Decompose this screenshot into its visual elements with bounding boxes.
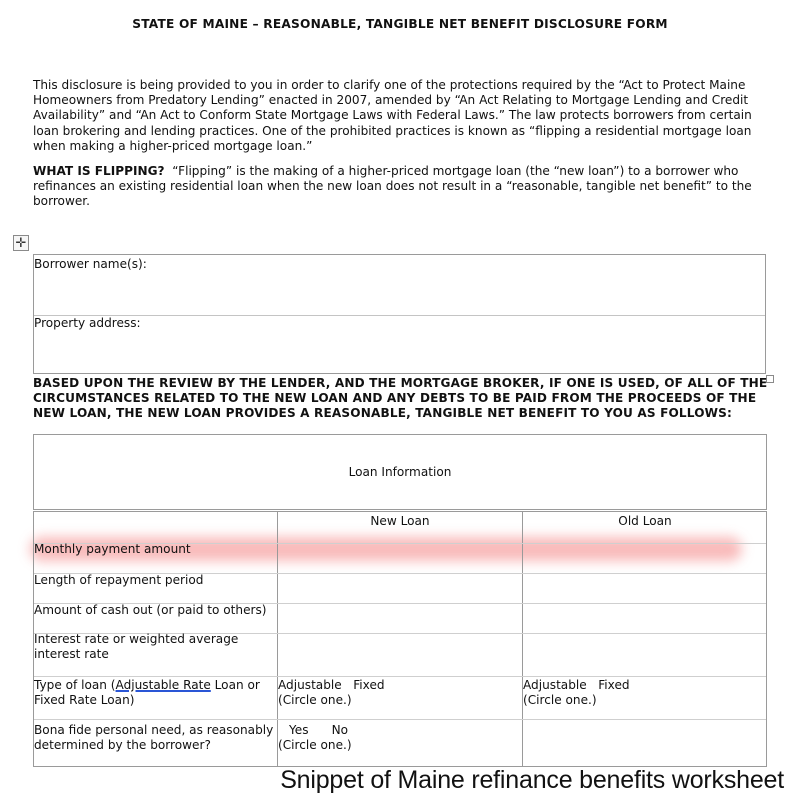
circle-one-text: (Circle one.) (523, 693, 597, 707)
loan-info-header (33, 434, 767, 510)
old-loan-type-options[interactable] (523, 678, 766, 708)
loan-type-suffix: Loan or Fixed Rate Loan) (34, 678, 260, 707)
type-options-text: Adjustable Fixed (278, 678, 385, 692)
loan-type-label (34, 678, 276, 708)
form-title: STATE OF MAINE – REASONABLE, TANGIBLE NET BENEFIT DISCLOSURE FORM (132, 17, 668, 31)
new-loan-type-options[interactable] (278, 678, 521, 708)
new-loan-column-header: New Loan (370, 514, 430, 528)
cash-out-label: Amount of cash out (or paid to others) (34, 603, 267, 617)
bona-fide-label: Bona fide personal need, as reasonably determined by the borrower? (34, 723, 274, 752)
loan-info-header-label: Loan Information (348, 465, 452, 479)
loan-comparison-table (33, 511, 767, 767)
old-loan-column-header: Old Loan (618, 514, 672, 528)
property-address-row[interactable] (34, 316, 765, 330)
circle-one-text: (Circle one.) (278, 693, 352, 707)
type-options-text: Adjustable Fixed (523, 678, 630, 692)
image-caption: Snippet of Maine refinance benefits worksheet (280, 766, 784, 794)
borrower-name-row[interactable] (34, 257, 765, 316)
flipping-heading: WHAT IS FLIPPING? (33, 164, 165, 178)
loan-type-prefix: Type of loan ( (34, 678, 116, 692)
loan-type-underlined: Adjustable Rate (115, 678, 211, 692)
bona-fide-options[interactable] (278, 723, 521, 753)
repayment-period-label: Length of repayment period (34, 573, 204, 587)
circle-one-text: (Circle one.) (278, 738, 352, 752)
table-move-icon[interactable]: ✛ (13, 235, 29, 251)
flipping-paragraph (33, 164, 771, 210)
row-divider (34, 719, 766, 720)
row-divider (34, 676, 766, 677)
intro-paragraph: This disclosure is being provided to you in order to clarify one of the protections required by the “Act to Protect Maine Homeowners from Predatory Lending” enacted in 2007, amended by “An Act Relating to Mortgage Lending and Credit Availability” and “An Act to Conform State Mortgage Laws with Federal Laws.” The law protects borrowers from certain loan brokering and lending practices. One of the prohibited practices is known as “flipping a residential mortgage loan when making a higher-priced mortgage loan.” (33, 78, 752, 153)
property-address-label: Property address: (34, 316, 141, 330)
flipping-text: “Flipping” is the making of a higher-priced mortgage loan (the “new loan”) to a borrower who refinances an existing residential loan when the new loan does not result in a “reasonable, tangible net benefit” to the borrower. (33, 164, 752, 209)
yes-no-text: Yes No (289, 723, 349, 737)
monthly-payment-label: Monthly payment amount (34, 542, 191, 556)
based-statement: BASED UPON THE REVIEW BY THE LENDER, AND THE MORTGAGE BROKER, IF ONE IS USED, OF ALL OF THE CIRCUMSTANCES RELATED TO THE NEW LOAN AND ANY DEBTS TO BE PAID FROM THE PROCEEDS OF THE NEW LOAN, THE NEW LOAN PROVIDES A REASONABLE, TANGIBLE NET BENEFIT TO YOU AS FOLLOWS: (33, 376, 768, 420)
borrower-name-label: Borrower name(s): (34, 257, 147, 271)
interest-rate-label: Interest rate or weighted average interest rate (34, 632, 239, 661)
borrower-info-table (33, 254, 766, 374)
column-divider (522, 512, 523, 766)
